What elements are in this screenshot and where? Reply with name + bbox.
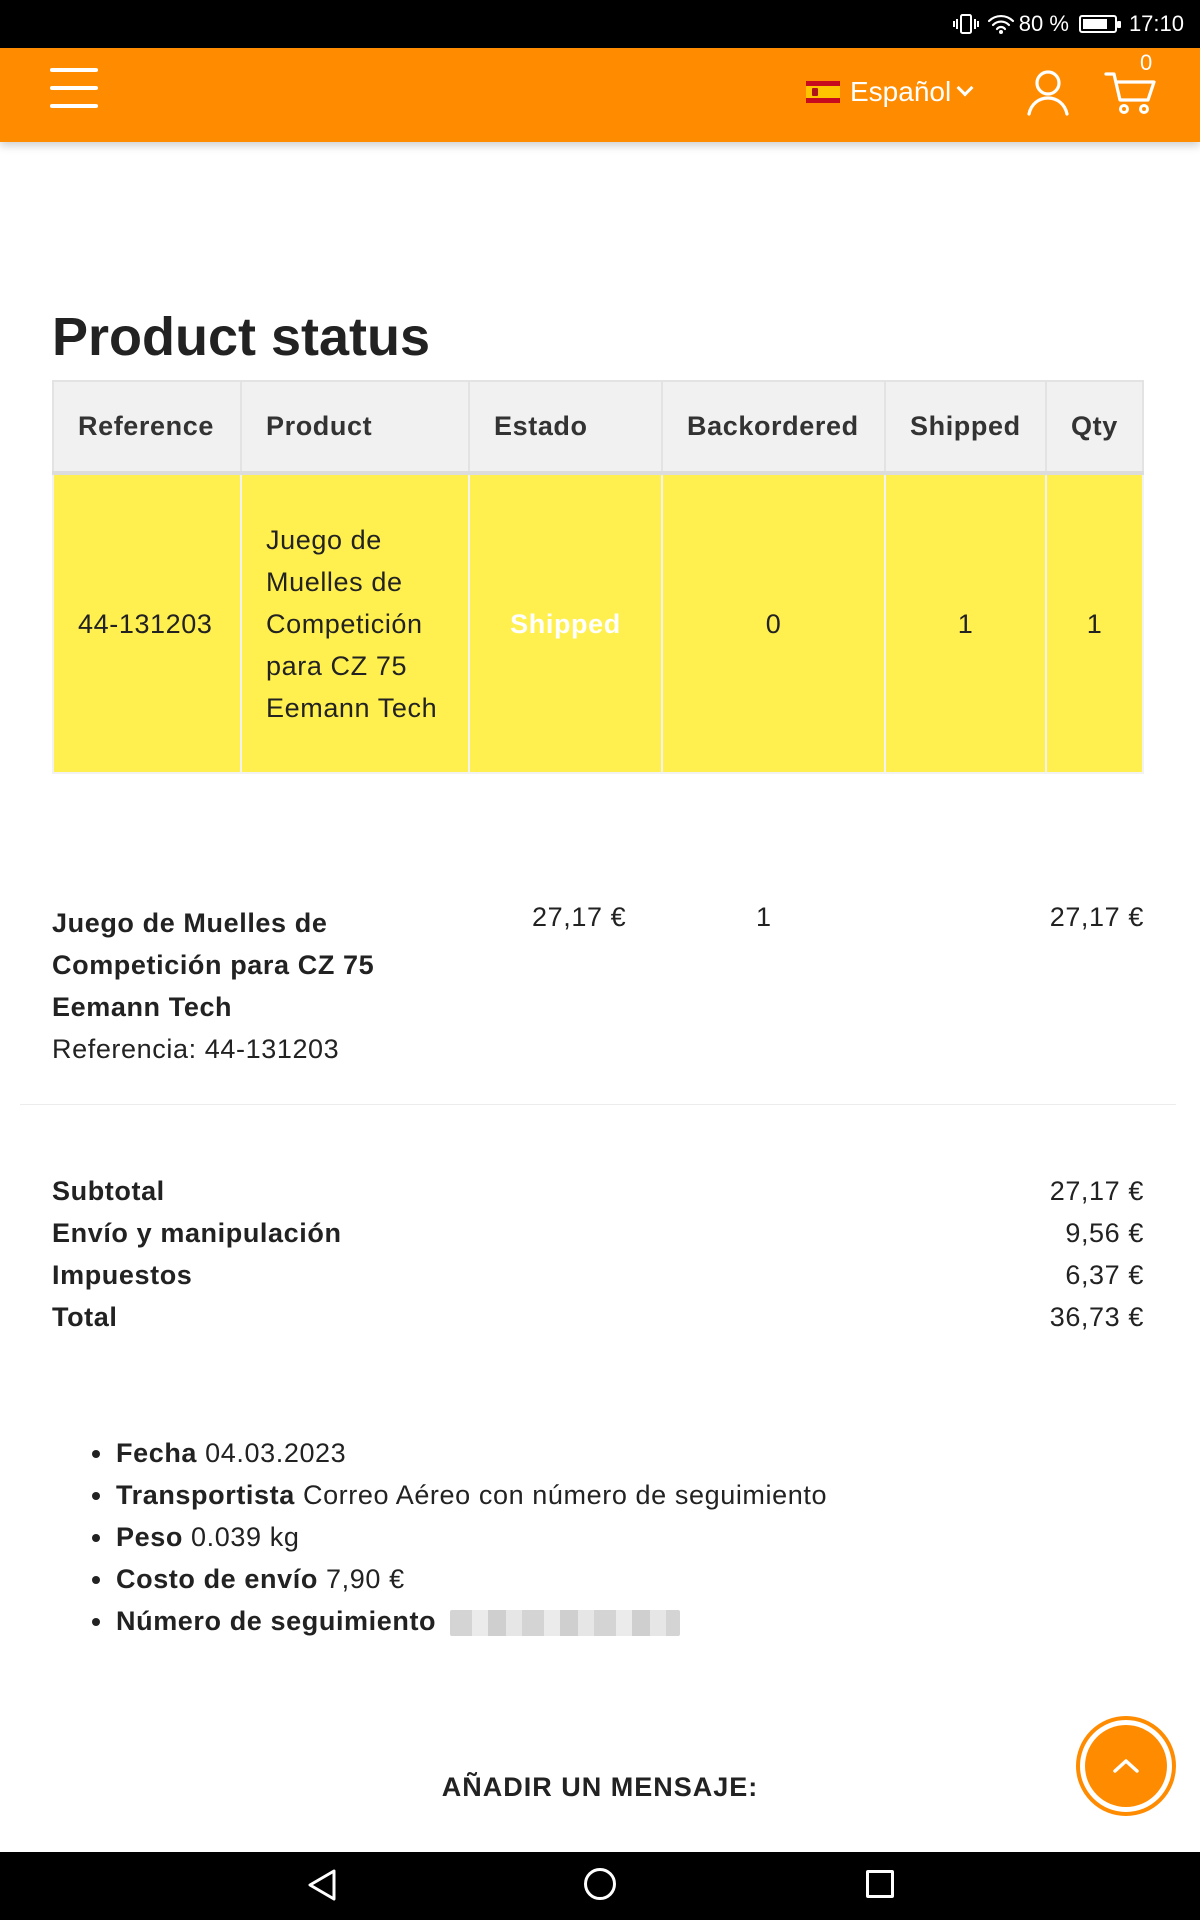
system-status-bar (0, 0, 1200, 48)
product-status-table (52, 380, 1144, 774)
weight-value: 0.039 kg (191, 1522, 300, 1552)
column-header-backordered: Backordered (662, 381, 885, 473)
battery-icon (1079, 15, 1117, 33)
shipping-value: 9,56 € (1065, 1218, 1144, 1248)
clock: 17:10 (1128, 11, 1184, 36)
chevron-down-icon (957, 80, 974, 97)
spain-flag-icon (806, 81, 840, 103)
back-icon[interactable] (306, 1868, 338, 1907)
date-value: 04.03.2023 (205, 1438, 347, 1468)
carrier-label: Transportista (116, 1480, 295, 1510)
divider (20, 1104, 1176, 1105)
table-row (53, 473, 1143, 773)
weight-label: Peso (116, 1522, 183, 1552)
tracking-label: Número de seguimiento (116, 1606, 437, 1636)
total-row (52, 1296, 1144, 1338)
taxes-value: 6,37 € (1065, 1260, 1144, 1290)
order-totals (52, 1170, 1144, 1338)
total-value: 36,73 € (1049, 1302, 1144, 1332)
language-selector[interactable] (806, 70, 971, 114)
cell-estado: Shipped (469, 473, 662, 773)
date-label: Fecha (116, 1438, 198, 1468)
cell-reference: 44-131203 (53, 473, 241, 773)
menu-icon[interactable] (50, 68, 98, 108)
table-header-row (53, 381, 1143, 473)
shipping-row (52, 1212, 1144, 1254)
item-total: 27,17 € (1049, 902, 1144, 932)
shipment-details-list (92, 1432, 827, 1642)
home-icon[interactable] (584, 1868, 616, 1900)
add-message-heading: AÑADIR UN MENSAJE: (441, 1772, 759, 1802)
battery-percent: 80 % (1018, 11, 1069, 36)
vibrate-icon (953, 13, 979, 35)
shipping-label: Envío y manipulación (52, 1218, 342, 1248)
battery-fill (1083, 19, 1107, 29)
item-unit-price: 27,17 € (532, 902, 627, 932)
cart-count-badge: 0 (1140, 50, 1153, 75)
scroll-to-top-button[interactable] (1076, 1716, 1176, 1816)
tracking-number-redacted (450, 1610, 680, 1636)
language-label: Español (850, 76, 952, 107)
cell-shipped: 1 (885, 473, 1046, 773)
system-navigation-bar (0, 1852, 1200, 1920)
taxes-row (52, 1254, 1144, 1296)
list-item-date (92, 1432, 827, 1474)
column-header-estado: Estado (469, 381, 662, 473)
site-header (0, 48, 1200, 142)
carrier-value: Correo Aéreo con número de seguimiento (302, 1480, 828, 1510)
cell-qty: 1 (1046, 473, 1143, 773)
subtotal-label: Subtotal (52, 1176, 165, 1206)
column-header-reference: Reference (53, 381, 241, 473)
list-item-shipping-cost (92, 1558, 827, 1600)
total-label: Total (52, 1302, 118, 1332)
list-item-weight (92, 1516, 827, 1558)
subtotal-value: 27,17 € (1049, 1176, 1144, 1206)
taxes-label: Impuestos (52, 1260, 193, 1290)
item-reference: Referencia: 44-131203 (52, 1034, 340, 1064)
shipping-cost-label: Costo de envío (116, 1564, 318, 1594)
item-name: Juego de Muelles de Competición para CZ 75 Eemann Tech (52, 908, 375, 1022)
item-quantity: 1 (756, 902, 772, 932)
shipping-cost-value: 7,90 € (326, 1564, 405, 1594)
column-header-product: Product (241, 381, 469, 473)
cell-product: Juego de Muelles de Competición para CZ 75 Eemann Tech (241, 473, 469, 773)
cell-backordered: 0 (662, 473, 885, 773)
list-item-carrier (92, 1474, 827, 1516)
column-header-shipped: Shipped (885, 381, 1046, 473)
wifi-icon (987, 13, 1015, 35)
user-account-icon[interactable] (1024, 68, 1072, 116)
page-title: Product status (52, 307, 431, 367)
subtotal-row (52, 1170, 1144, 1212)
column-header-qty: Qty (1046, 381, 1143, 473)
list-item-tracking (92, 1600, 827, 1642)
recent-apps-icon[interactable] (866, 1870, 894, 1898)
chevron-up-icon (1109, 1755, 1143, 1777)
